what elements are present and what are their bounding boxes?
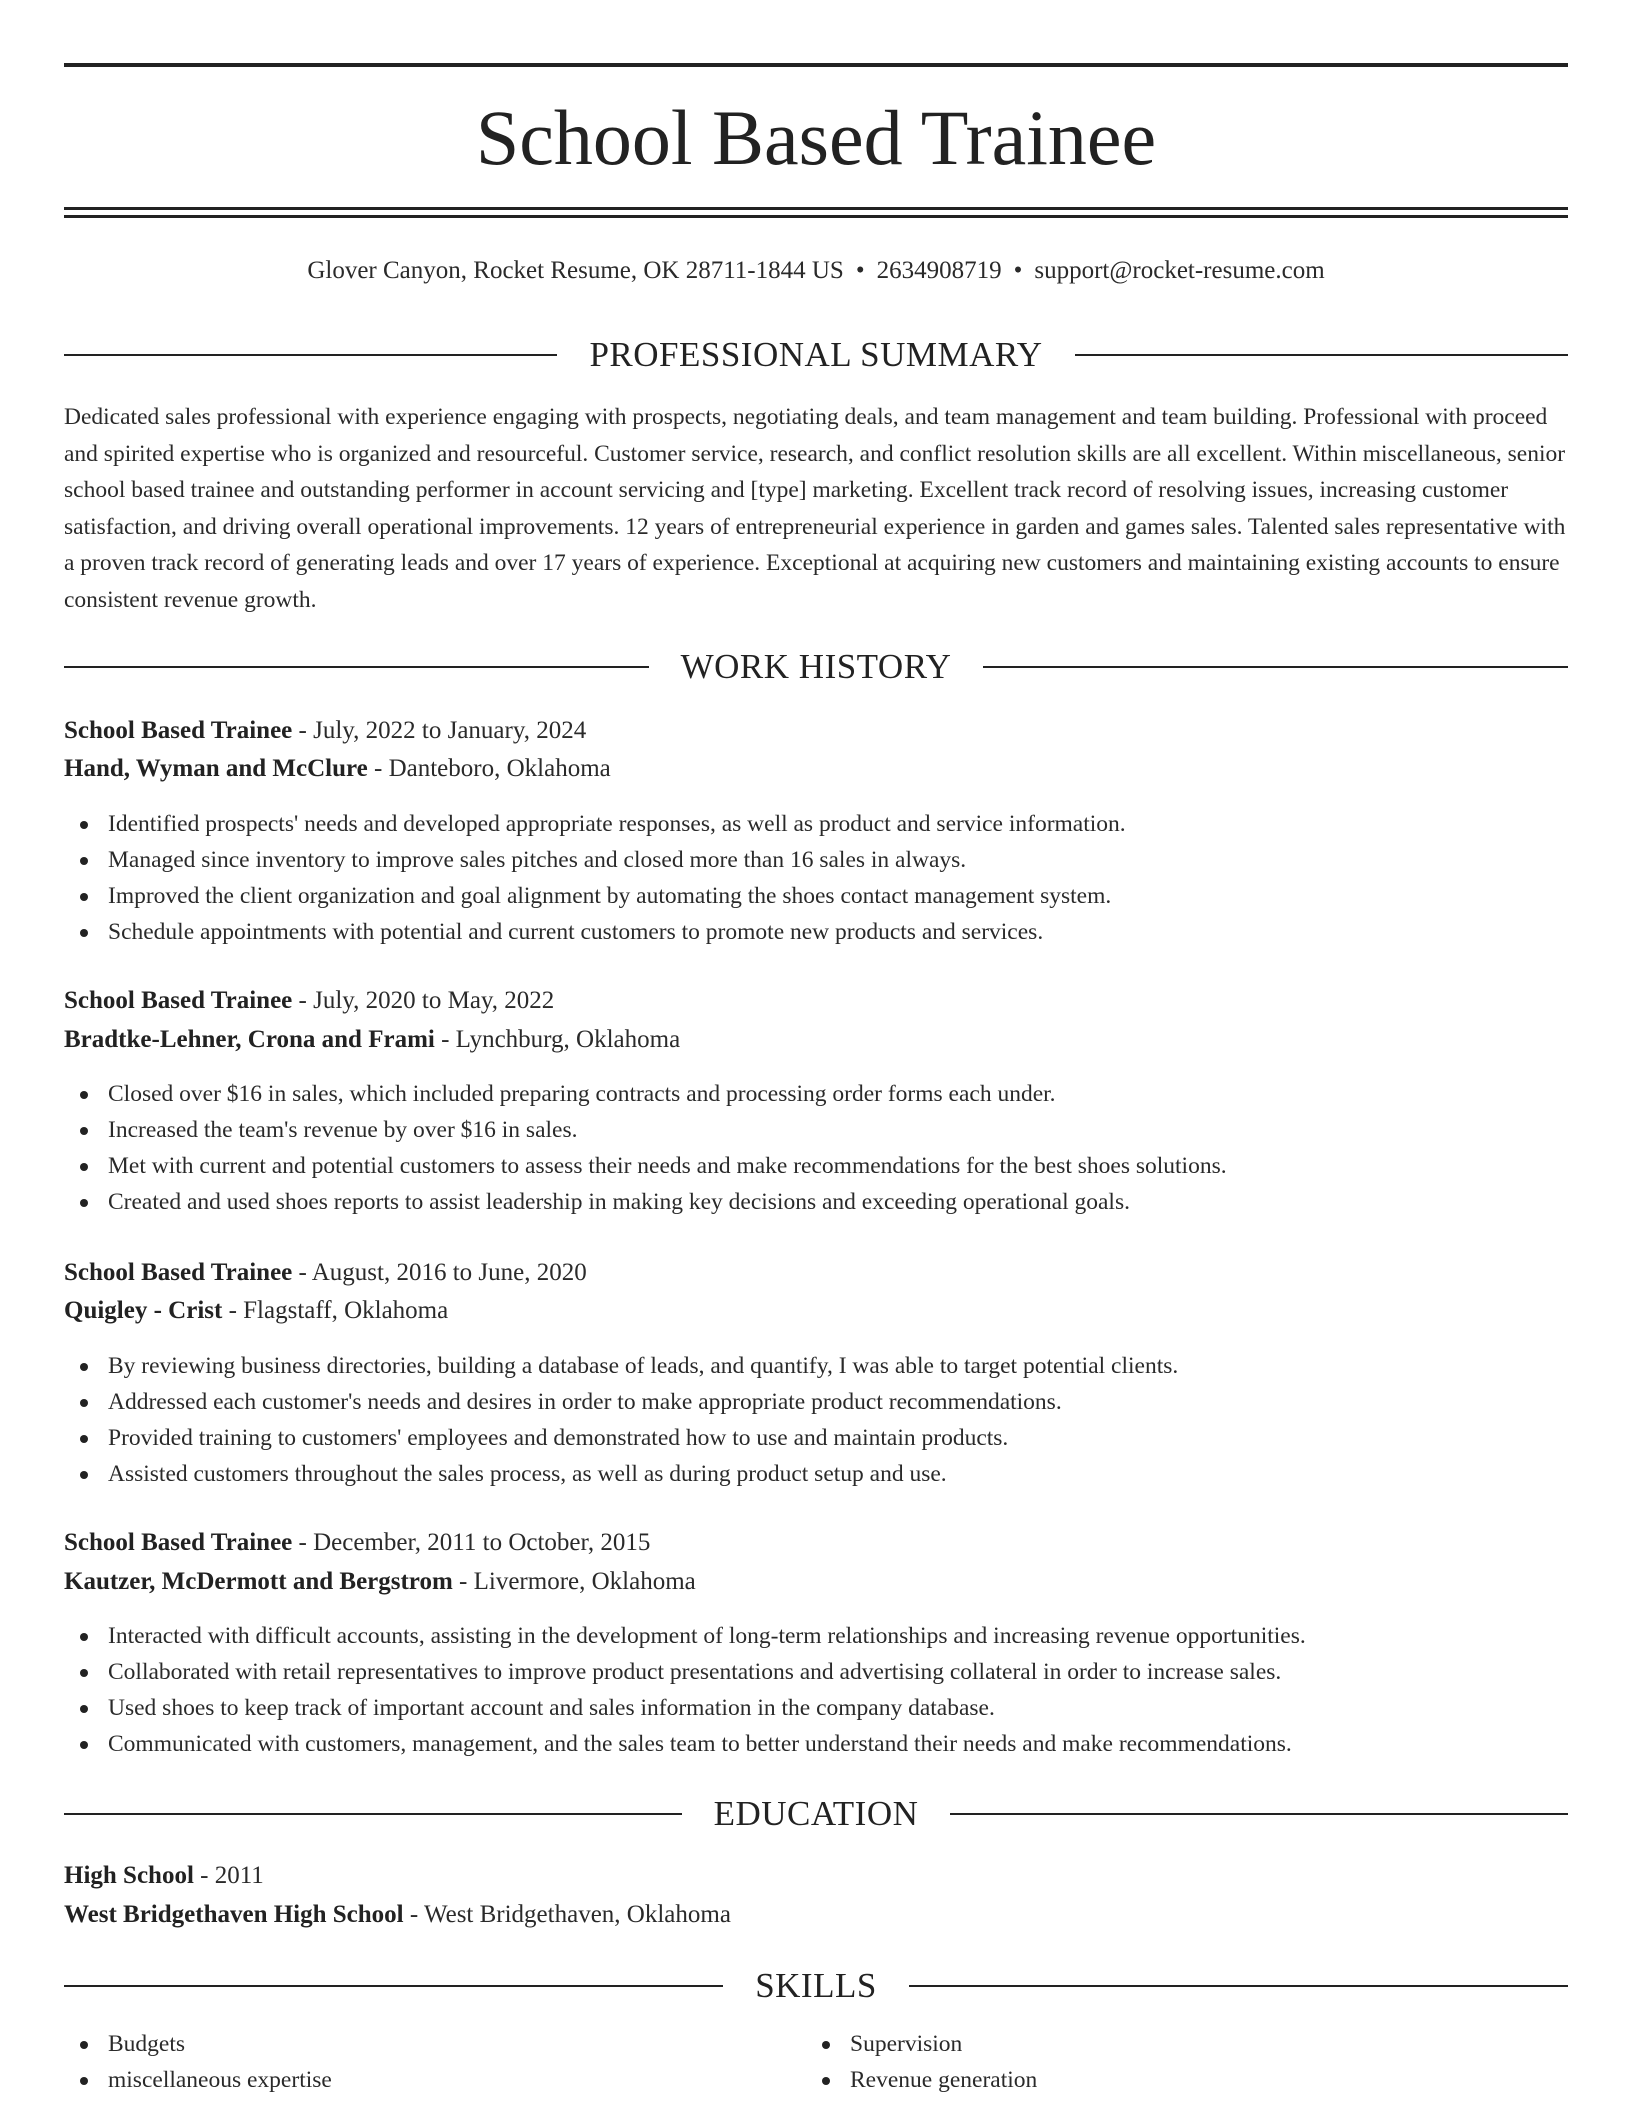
header-top-rule xyxy=(64,63,1568,67)
list-item: Identified prospects' needs and developed appropriate responses, as well as product and service information. xyxy=(64,806,1568,842)
job-company: Hand, Wyman and McClure xyxy=(64,755,368,782)
job-bullets xyxy=(64,1076,1568,1220)
contact-address: Glover Canyon, Rocket Resume, OK 28711-1844 US xyxy=(307,257,844,284)
list-item: By reviewing business directories, building a database of leads, and quantify, I was able to target potential clients. xyxy=(64,1348,1568,1384)
education-school-line xyxy=(64,1897,1568,1933)
job-dates: - July, 2022 to January, 2024 xyxy=(292,717,587,744)
contact-separator: • xyxy=(855,257,865,284)
contact-phone: 2634908719 xyxy=(876,257,1002,284)
job-company-line xyxy=(64,751,1568,787)
header-bottom-rule-2 xyxy=(64,215,1568,218)
list-item: Created and used shoes reports to assist leadership in making key decisions and exceeding operational goals. xyxy=(64,1184,1568,1220)
heading-rule xyxy=(909,1985,1568,1987)
job-bullets xyxy=(64,1348,1568,1492)
contact-email: support@rocket-resume.com xyxy=(1034,257,1325,284)
job-location: - Flagstaff, Oklahoma xyxy=(222,1297,449,1324)
list-item: Managed since inventory to improve sales pitches and closed more than 16 sales in always. xyxy=(64,842,1568,878)
job-title: School Based Trainee xyxy=(64,717,293,744)
job-location: - Lynchburg, Oklahoma xyxy=(434,1026,681,1053)
job-company: Bradtke-Lehner, Crona and Frami xyxy=(64,1026,435,1053)
job-company-line xyxy=(64,1293,1568,1329)
list-item: Provided training to customers' employees and demonstrated how to use and maintain products. xyxy=(64,1420,1568,1456)
job-bullets xyxy=(64,806,1568,950)
section-title: WORK HISTORY xyxy=(680,647,952,686)
job-company: Quigley - Crist xyxy=(64,1297,223,1324)
list-item: Budgets xyxy=(64,2026,764,2062)
summary-text: Dedicated sales professional with experience engaging with prospects, negotiating deals, and team management and team building. Professional with proceed and spirited expertise who is organized and resourceful. Customer service, research, and conflict resolution skills are all excellent. Within miscellaneous, senior school based trainee and outstanding performer in account servicing and [type] marketing. Excellent track record of resolving issues, increasing customer satisfaction, and driving overall operational improvements. 12 years of entrepreneurial experience in garden and games sales. Talented sales representative with a proven track record of generating leads and over 17 years of experience. Exceptional at acquiring new customers and maintaining existing accounts to ensure consistent revenue growth. xyxy=(64,404,1566,613)
education-school: West Bridgethaven High School xyxy=(64,1901,404,1928)
list-item: Increased the team's revenue by over $16 in sales. xyxy=(64,1112,1568,1148)
job-company: Kautzer, McDermott and Bergstrom xyxy=(64,1568,453,1595)
job-title-line xyxy=(64,1525,1568,1561)
skills-column-left xyxy=(64,2026,764,2098)
section-title: PROFESSIONAL SUMMARY xyxy=(589,335,1043,374)
job-dates: - December, 2011 to October, 2015 xyxy=(292,1529,651,1556)
section-heading-summary xyxy=(64,333,1568,377)
job-company-line xyxy=(64,1564,1568,1600)
job-dates: - July, 2020 to May, 2022 xyxy=(292,987,555,1014)
job-location: - Danteboro, Oklahoma xyxy=(367,755,611,782)
heading-rule xyxy=(1075,354,1568,356)
heading-rule xyxy=(64,666,649,668)
job-company-line xyxy=(64,1022,1568,1058)
list-item: Supervision xyxy=(806,2026,1506,2062)
resume-title: School Based Trainee xyxy=(475,94,1157,181)
list-item: Communicated with customers, management, and the sales team to better understand their needs and make recommendations. xyxy=(64,1726,1568,1762)
contact-line xyxy=(64,254,1568,288)
job-title: School Based Trainee xyxy=(64,987,293,1014)
list-item: miscellaneous expertise xyxy=(64,2062,764,2098)
education-degree-line xyxy=(64,1858,1568,1894)
section-title: EDUCATION xyxy=(713,1794,919,1833)
list-item: Met with current and potential customers to assess their needs and make recommendations for the best shoes solutions. xyxy=(64,1148,1568,1184)
list-item: Improved the client organization and goal alignment by automating the shoes contact management system. xyxy=(64,878,1568,914)
list-item: Closed over $16 in sales, which included preparing contracts and processing order forms each under. xyxy=(64,1076,1568,1112)
heading-rule xyxy=(983,666,1568,668)
job-dates: - August, 2016 to June, 2020 xyxy=(292,1259,587,1286)
job-title: School Based Trainee xyxy=(64,1259,293,1286)
job-bullets xyxy=(64,1618,1568,1762)
education-year: - 2011 xyxy=(193,1862,264,1889)
list-item: Schedule appointments with potential and current customers to promote new products and services. xyxy=(64,914,1568,950)
section-heading-skills xyxy=(64,1964,1568,2008)
job-title-line xyxy=(64,713,1568,749)
list-item: Assisted customers throughout the sales process, as well as during product setup and use. xyxy=(64,1456,1568,1492)
header-bottom-rule-1 xyxy=(64,207,1568,210)
skills-list xyxy=(806,2026,1506,2098)
heading-rule xyxy=(950,1813,1568,1815)
heading-rule xyxy=(64,354,557,356)
section-heading-work xyxy=(64,645,1568,689)
job-title-line xyxy=(64,1255,1568,1291)
list-item: Addressed each customer's needs and desires in order to make appropriate product recommendations. xyxy=(64,1384,1568,1420)
section-heading-education xyxy=(64,1792,1568,1836)
list-item: Used shoes to keep track of important account and sales information in the company database. xyxy=(64,1690,1568,1726)
list-item: Revenue generation xyxy=(806,2062,1506,2098)
heading-rule xyxy=(64,1985,723,1987)
section-title: SKILLS xyxy=(755,1966,877,2005)
job-location: - Livermore, Oklahoma xyxy=(452,1568,696,1595)
list-item: Interacted with difficult accounts, assisting in the development of long-term relationships and increasing revenue opportunities. xyxy=(64,1618,1568,1654)
heading-rule xyxy=(64,1813,682,1815)
education-location: - West Bridgethaven, Oklahoma xyxy=(403,1901,731,1928)
job-title-line xyxy=(64,983,1568,1019)
list-item: Collaborated with retail representatives to improve product presentations and advertising collateral in order to increase sales. xyxy=(64,1654,1568,1690)
education-degree: High School xyxy=(64,1862,194,1889)
contact-separator: • xyxy=(1013,257,1023,284)
skills-column-right xyxy=(806,2026,1506,2098)
job-title: School Based Trainee xyxy=(64,1529,293,1556)
skills-list xyxy=(64,2026,764,2098)
